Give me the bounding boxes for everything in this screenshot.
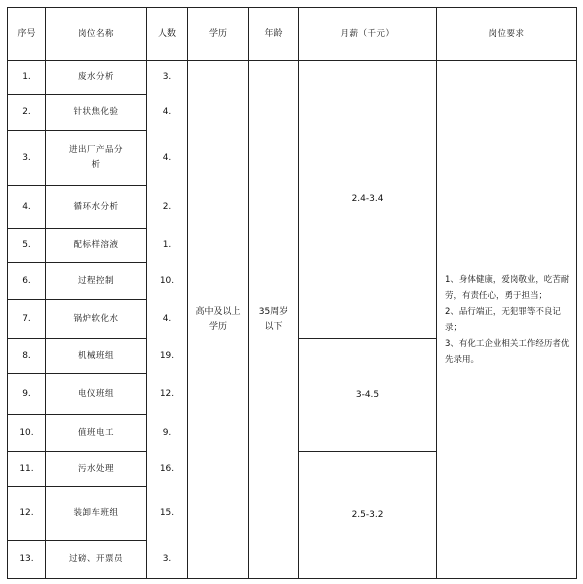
row-no: 11. bbox=[19, 463, 34, 474]
salary-range: 2.5-3.2 bbox=[351, 509, 384, 520]
header-requirements: 岗位要求 bbox=[488, 28, 525, 39]
header-salary: 月薪（千元） bbox=[340, 28, 395, 39]
row-no: 9. bbox=[22, 388, 31, 399]
row-no: 1. bbox=[22, 72, 31, 82]
row-count: 9. bbox=[162, 427, 172, 438]
salary-range: 3-4.5 bbox=[355, 389, 380, 400]
requirement-item: 3、有化工企业相关工作经历者优先录用。 bbox=[445, 338, 570, 365]
row-no: 3. bbox=[22, 152, 31, 163]
row-count: 1. bbox=[162, 240, 172, 250]
requirement-item: 1、身体健康，爱岗敬业，吃苦耐劳，有责任心，勇于担当； bbox=[445, 274, 570, 301]
row-count: 12. bbox=[159, 388, 175, 399]
education-requirement: 高中及以上学历 bbox=[195, 306, 241, 332]
row-no: 10. bbox=[19, 427, 34, 438]
header-position: 岗位名称 bbox=[77, 28, 114, 39]
row-position: 装卸车班组 bbox=[73, 508, 119, 518]
row-position: 锅炉软化水 bbox=[73, 313, 119, 324]
row-count: 2. bbox=[162, 201, 172, 212]
row-count: 10. bbox=[159, 275, 175, 286]
row-position: 污水处理 bbox=[77, 463, 114, 474]
row-no: 4. bbox=[22, 201, 31, 212]
row-count: 4. bbox=[162, 152, 172, 163]
row-position: 机械班组 bbox=[77, 350, 114, 361]
row-count: 3. bbox=[162, 554, 172, 564]
header-no: 序号 bbox=[17, 28, 36, 39]
row-position: 值班电工 bbox=[77, 427, 114, 438]
salary-range: 2.4-3.4 bbox=[351, 194, 384, 204]
row-count: 19. bbox=[159, 350, 175, 361]
row-no: 13. bbox=[19, 554, 34, 564]
row-count: 4. bbox=[162, 107, 172, 117]
row-no: 2. bbox=[22, 107, 31, 117]
row-count: 15. bbox=[159, 508, 175, 518]
row-position: 循环水分析 bbox=[73, 201, 119, 212]
table-border-bottom bbox=[7, 578, 577, 579]
row-no: 5. bbox=[22, 240, 31, 250]
row-no: 8. bbox=[22, 350, 31, 361]
row-count: 3. bbox=[162, 72, 172, 82]
row-no: 7. bbox=[22, 313, 31, 324]
row-position: 进出厂产品分析 bbox=[68, 145, 123, 170]
row-position: 过磅、开票员 bbox=[68, 554, 123, 564]
requirement-item: 2、品行端正，无犯罪等不良记录； bbox=[445, 306, 561, 333]
row-position: 针状焦化验 bbox=[73, 107, 119, 117]
header-age: 年龄 bbox=[264, 28, 283, 39]
row-no: 6. bbox=[22, 275, 31, 286]
row-count: 16. bbox=[159, 463, 175, 474]
age-requirement: 35周岁以下 bbox=[258, 306, 289, 332]
table-border-right bbox=[576, 7, 577, 579]
row-no: 12. bbox=[19, 508, 34, 518]
row-count: 4. bbox=[162, 313, 172, 324]
job-requirements bbox=[437, 61, 576, 578]
row-position: 配标样溶液 bbox=[73, 240, 119, 250]
row-position: 电仪班组 bbox=[77, 388, 114, 399]
header-education: 学历 bbox=[208, 28, 227, 39]
header-count: 人数 bbox=[157, 28, 176, 39]
row-position: 废水分析 bbox=[77, 72, 114, 82]
row-position: 过程控制 bbox=[77, 275, 114, 286]
